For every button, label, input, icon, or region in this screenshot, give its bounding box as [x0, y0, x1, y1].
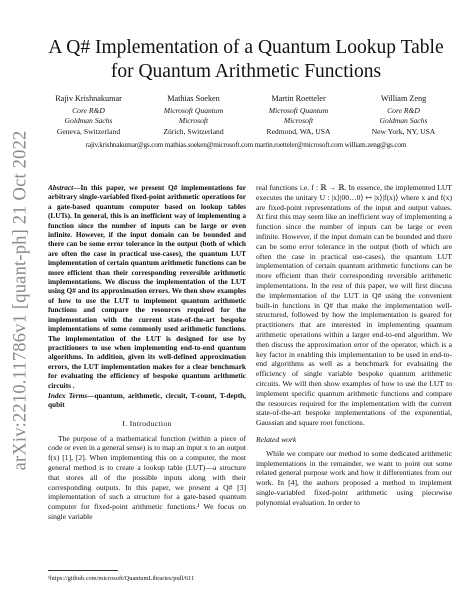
author-affiliation: Goldman Sachs	[379, 116, 428, 126]
author-3	[246, 94, 351, 137]
author-location: Redmond, WA, USA	[266, 126, 331, 136]
author-block	[36, 94, 456, 137]
author-emails: rajiv.krishnakumar@gs.com mathias.soeken@microsoft.com martin.roetteler@microsoft.com william.zeng@gs.com	[85, 141, 407, 149]
right-column	[256, 183, 452, 508]
related-work-paragraph: While we compare our method to some dedicated arithmetic implementations in the remainder, we want to point out some related general purpose work and how it differentiates from our work. In [4], the authors proposed a method to implement single-variabled fixed-point arithmetic using piecewise polynomial evaluation. In order to	[256, 448, 452, 507]
author-location: Zürich, Switzerland	[163, 126, 224, 136]
author-4	[351, 94, 456, 137]
author-affiliation: Core R&D	[387, 105, 420, 115]
abstract	[48, 183, 246, 390]
author-affiliation: Microsoft Quantum	[268, 105, 329, 115]
left-column	[48, 183, 246, 522]
title-line-2: for Quantum Arithmetic Functions	[110, 61, 382, 82]
title-line-1: A Q# Implementation of a Quantum Lookup Table	[48, 37, 444, 58]
author-1	[36, 94, 141, 137]
author-name: Rajiv Krishnakumar	[55, 94, 122, 103]
paper-title	[36, 36, 456, 84]
intro-paragraph: The purpose of a mathematical function (within a piece of code or even in a general sense) is to map an input x to an output f(x) [1], [2]. When implementing this on a computer, the most general method is to create a lookup table (LUT)—a structure that stores all of the possible inputs along with their corresponding outputs. In this paper, we present a Q# [3] implementation of such a structure for a gate-based quantum computer for fixed-point arithmetic functions.¹ We focus on single variable	[48, 433, 246, 521]
author-2	[141, 94, 246, 137]
arxiv-stamp: arXiv:2210.11786v1 [quant-ph] 21 Oct 2022	[10, 130, 31, 470]
footnote-rule	[48, 570, 118, 571]
author-affiliation: Microsoft Quantum	[163, 105, 224, 115]
index-terms	[48, 391, 246, 410]
author-name: Mathias Soeken	[167, 94, 220, 103]
abstract-label: Abstract	[48, 183, 74, 192]
footnote: ¹https://github.com/microsoft/QuantumLibraries/pull/611	[48, 575, 195, 582]
author-name: Martin Roetteler	[271, 94, 326, 103]
abstract-text: —In this paper, we present Q# implementations for arbitrary single-variabled fixed-point arithmetic operations for a gate-based quantum computer based on lookup tables (LUTs). In general, this is an inefficient way of implementing a function since the number of inputs can be large or even infinite. However, if the input domain can be bounded and there can be some error tolerance in the output (both of which are often the case in practical use-cases), the quantum LUT implementation of certain quantum arithmetic functions can be more efficient than their corresponding reversible arithmetic implementations. We discuss the implementation of the LUT using Q# and its approximation errors. We then show examples of how to use the LUT to implement quantum arithmetic functions and compare the resources required for the implementation with the current state-of-the-art bespoke implementations of some commonly used arithmetic functions. The implementation of the LUT is designed for use by practitioners to use when implementing end-to-end quantum algorithms. In addition, given its well-defined approximation errors, the LUT implementation makes for a clear benchmark for evaluating the efficiency of bespoke quantum arithmetic circuits .	[48, 183, 246, 390]
subsection-heading: Related work	[256, 434, 297, 444]
author-location: New York, NY, USA	[371, 126, 436, 136]
author-location: Geneva, Switzerland	[56, 126, 121, 136]
author-name: William Zeng	[380, 94, 427, 103]
index-terms-text: —quantum, arithmetic, circuit, T-count, T-depth, qubit	[48, 390, 247, 410]
body-paragraph: real functions i.e. f : ℝ → ℝ. In essence, the implemented LUT executes the unitary U : |x⟩|00…0⟩ ↦ |x⟩|f(x)⟩ where x and f(x) are fixed-point representations of the input and output values. At first this may seem like an inefficient way of implementing a function since the number of inputs can be large or even infinite. However, if the input domain can be bounded and there can be some error tolerance in the output (both of which are often the case in practical use-cases), the quantum LUT implementation of certain quantum arithmetic functions can be more efficient than their corresponding reversible arithmetic implementations. In the rest of this paper, we will first discuss the implementation of the LUT in Q# using the convenient built-in functions in Q# that make the implementation well-structured, followed by how the implementation is geared for practitioners that are interested in implementing quantum arithmetic operations within a larger end-to-end algorithm. We then discuss the approximation error of the operator, which is a key factor in enabling this implementation to be used in end-to-end algorithms as well as a benchmark for evaluating the efficiency of single variable bespoke quantum arithmetic circuits. We will then show examples of how to use the LUT to implement specific quantum arithmetic functions and compare the resources required for the implementation with the current state-of-the-art bespoke implementations of the exponential, Gaussian and square root functions.	[256, 183, 452, 428]
author-affiliation: Microsoft	[178, 116, 209, 126]
author-affiliation: Microsoft	[283, 116, 314, 126]
index-terms-label: Index Terms	[48, 390, 88, 400]
author-affiliation: Goldman Sachs	[64, 116, 113, 126]
author-affiliation: Core R&D	[72, 105, 105, 115]
section-heading: I. Introduction	[122, 418, 172, 428]
